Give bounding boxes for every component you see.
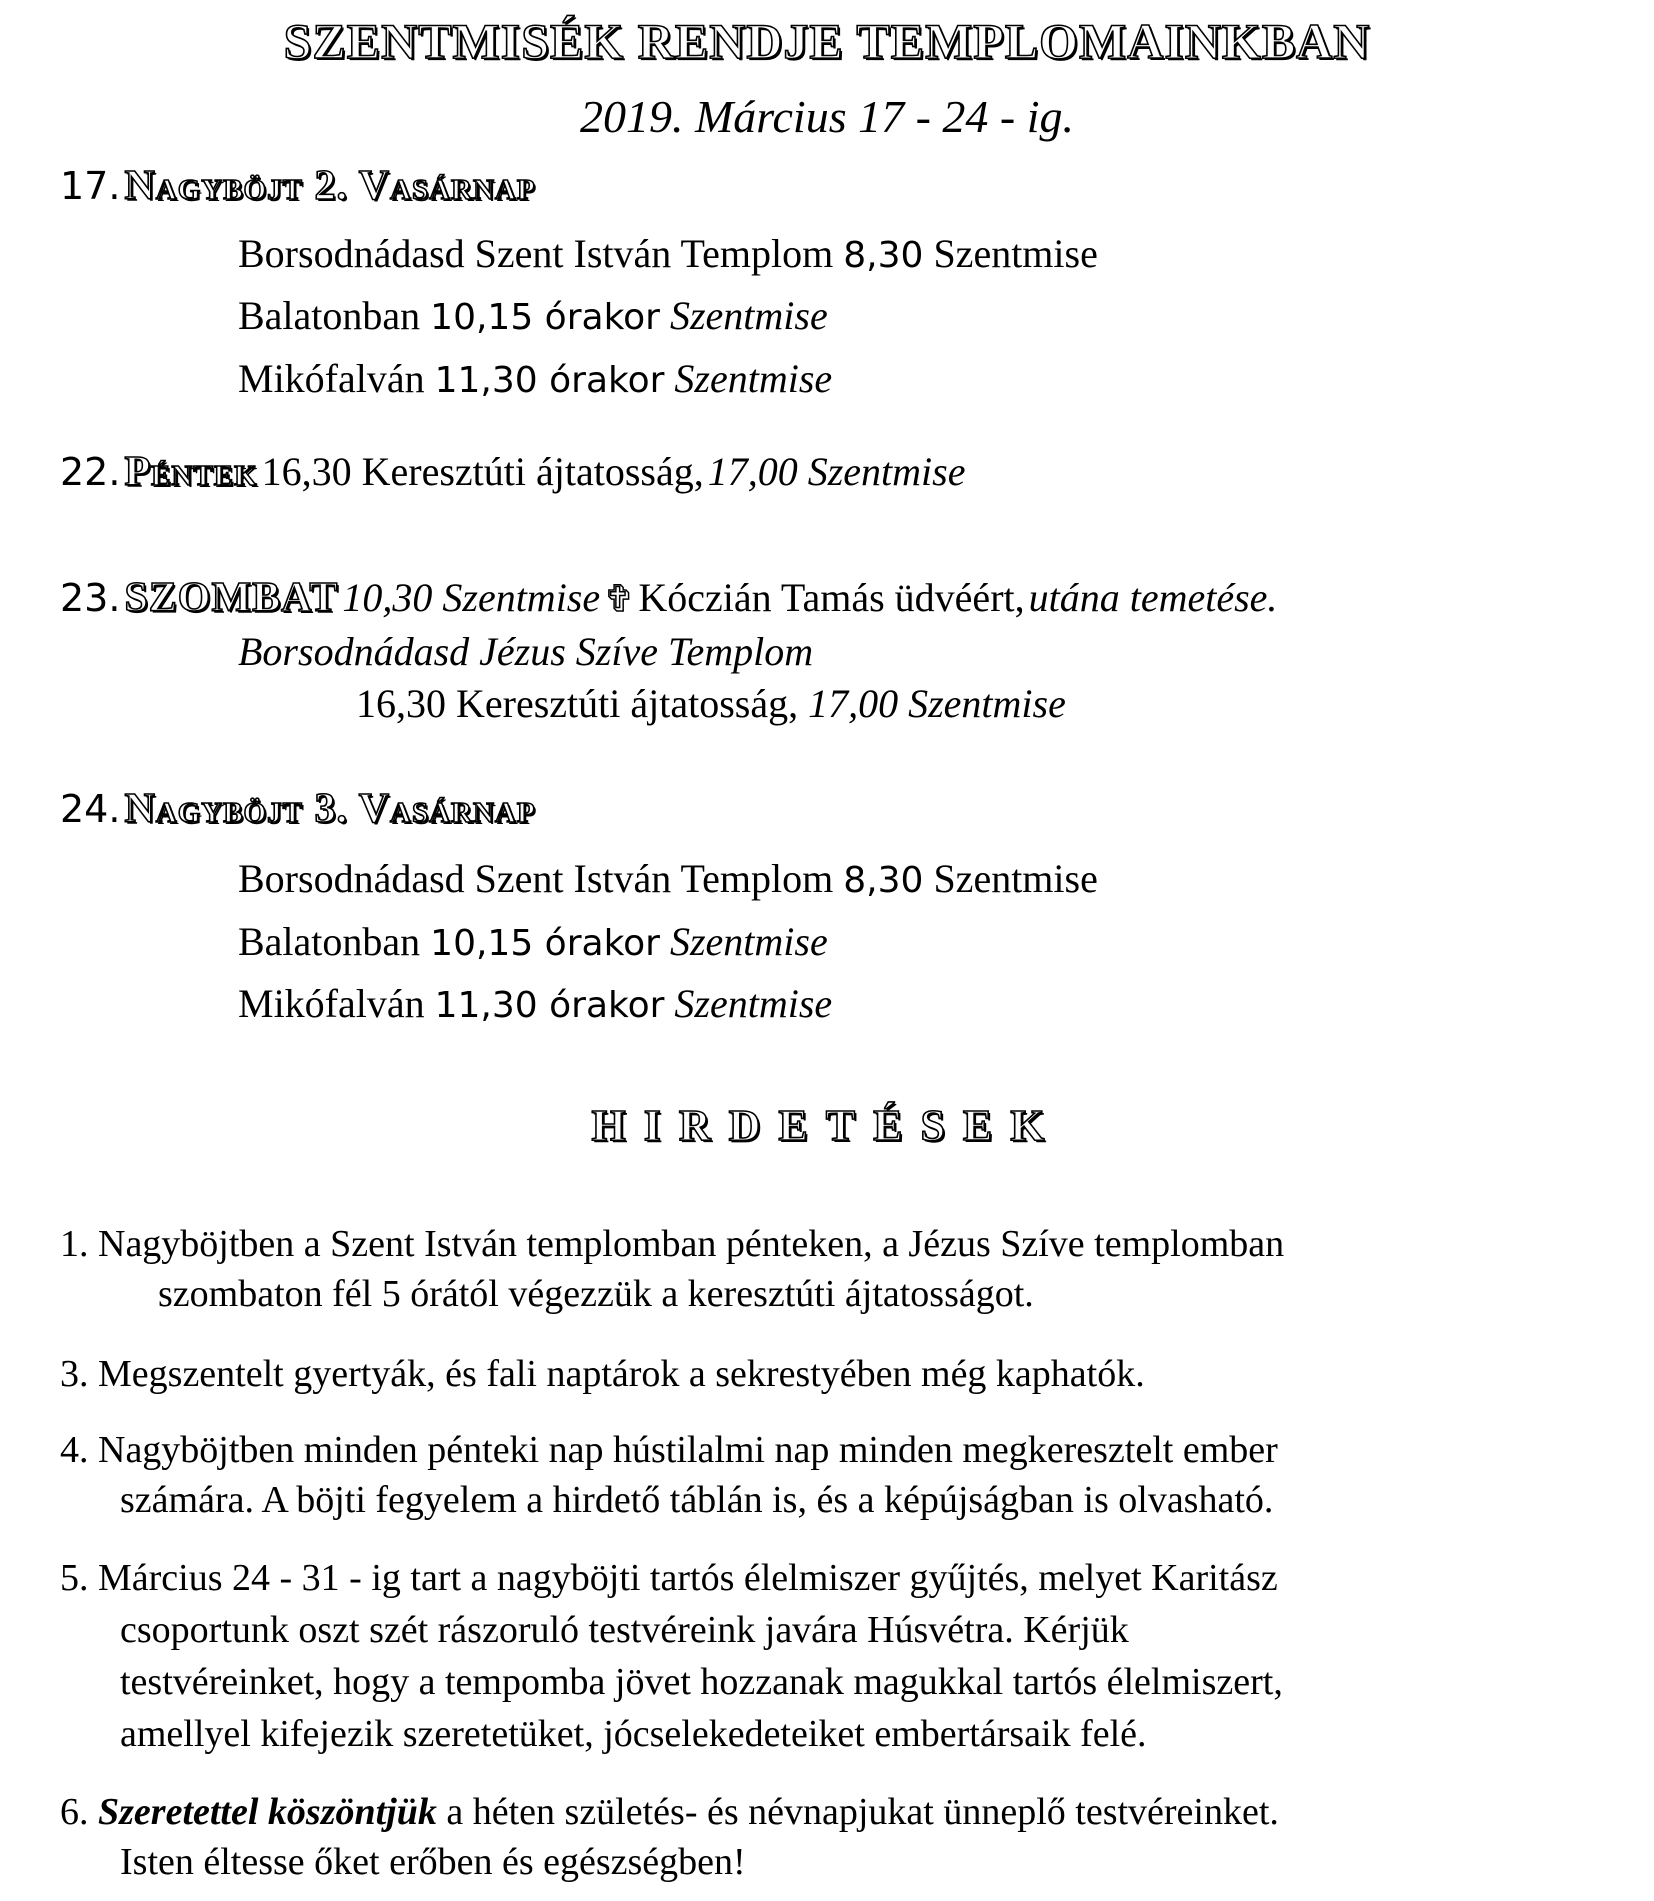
evening-text: 16,30 Keresztúti ájtatosság,: [356, 681, 799, 726]
mass-time: 10,15 órakor: [430, 297, 660, 338]
announcement-item-4: [60, 1428, 1278, 1472]
mass-intention: Kóczián Tamás üdvéért,: [638, 575, 1025, 620]
announcement-item-1-cont: szombaton fél 5 órától végezzük a keresztúti ájtatosságot.: [158, 1273, 1034, 1315]
mass-place: Mikófalván: [238, 981, 425, 1026]
mass-intention-italic: utána temetése.: [1028, 575, 1278, 620]
mass-label: Szentmise: [669, 919, 828, 964]
mass-place: Borsodnádasd Szent István Templom: [238, 856, 834, 901]
item-text: a héten születés- és névnapjukat ünneplő testvéreinket.: [446, 1791, 1279, 1833]
mass-time-italic: 10,30 Szentmise: [342, 575, 601, 620]
announcement-item-6: [60, 1790, 1279, 1834]
mass-time: 10,15 órakor: [430, 923, 660, 964]
announcement-item-1: [60, 1222, 1284, 1266]
item-number: 4.: [60, 1429, 89, 1471]
mass-entry: [238, 855, 1098, 902]
page-subtitle-date-range: 2019. Március 17 - 24 - ig.: [579, 91, 1075, 142]
item-number: 6.: [60, 1791, 89, 1833]
mass-place: Mikófalván: [238, 356, 425, 401]
day-name: Nagyböjt 2. Vasárnap: [124, 163, 536, 209]
item-text: Március 24 - 31 - ig tart a nagyböjti tartós élelmiszer gyűjtés, melyet Karitász: [98, 1557, 1278, 1599]
item-emphasis: Szeretettel köszöntjük: [98, 1791, 437, 1833]
announcement-item-5: [60, 1556, 1278, 1600]
item-text: Nagyböjtben minden pénteki nap hústilalmi nap minden megkeresztelt ember: [98, 1429, 1278, 1471]
evening-italic: 17,00 Szentmise: [808, 681, 1066, 726]
day-heading-23: [60, 574, 1277, 622]
mass-place: Balatonban: [238, 919, 421, 964]
mass-time: 8,30: [843, 235, 924, 276]
mass-label: Szentmise: [674, 981, 833, 1026]
announcement-item-3: [60, 1352, 1145, 1396]
mass-place: Borsodnádasd Szent István Templom: [238, 231, 834, 276]
mass-entry: [238, 292, 828, 339]
mass-label: Szentmise: [933, 856, 1098, 901]
day-name: Nagyböjt 3. Vasárnap: [124, 786, 536, 832]
item-number: 3.: [60, 1353, 89, 1395]
item-text: Megszentelt gyertyák, és fali naptárok a sekrestyében még kaphatók.: [98, 1353, 1145, 1395]
day-inline-text: 16,30 Keresztúti ájtatosság,: [261, 449, 704, 494]
mass-label: Szentmise: [669, 293, 828, 338]
announcement-item-6-cont: Isten éltesse őket erőben és egészségben!: [120, 1841, 746, 1883]
church-name: Borsodnádasd Jézus Szíve Templom: [238, 629, 814, 674]
day-heading-17: [60, 162, 536, 210]
mass-label: Szentmise: [674, 356, 833, 401]
mass-time: 8,30: [843, 860, 924, 901]
day-number: 17.: [60, 164, 121, 208]
item-number: 5.: [60, 1557, 89, 1599]
day-heading-22: [60, 448, 966, 496]
mass-label: Szentmise: [933, 231, 1098, 276]
mass-entry: [238, 230, 1098, 277]
evening-service: [356, 680, 1066, 727]
announcement-item-5-cont: testvéreinket, hogy a tempomba jövet hozzanak magukkal tartós élelmiszert,: [120, 1661, 1283, 1703]
day-heading-24: [60, 785, 536, 833]
page-title: SZENTMISÉK RENDJE TEMPLOMAINKBAN: [283, 13, 1371, 69]
announcement-item-4-cont: számára. A böjti fegyelem a hirdető táblán is, és a képújságban is olvasható.: [120, 1479, 1274, 1521]
mass-entry: [238, 355, 832, 402]
day-number: 22.: [60, 450, 121, 494]
mass-time: 11,30 órakor: [434, 360, 665, 401]
mass-entry: [238, 918, 828, 965]
cross-icon: ✞: [604, 579, 635, 620]
day-number: 23.: [60, 576, 121, 620]
day-inline-italic: 17,00 Szentmise: [707, 449, 966, 494]
mass-place: Balatonban: [238, 293, 421, 338]
mass-time: 11,30 órakor: [434, 985, 665, 1026]
item-text: Nagyböjtben a Szent István templomban pénteken, a Jézus Szíve templomban: [98, 1223, 1285, 1265]
announcement-item-5-cont: amellyel kifejezik szeretetüket, jócselekedeteiket embertársaik felé.: [120, 1713, 1147, 1755]
day-name: SZOMBAT: [124, 575, 339, 621]
day-number: 24.: [60, 787, 121, 831]
mass-entry: [238, 980, 832, 1027]
announcements-heading: HIRDETÉSEK: [591, 1101, 1063, 1150]
announcement-item-5-cont: csoportunk oszt szét rászoruló testvéreink javára Húsvétra. Kérjük: [120, 1609, 1129, 1651]
item-number: 1.: [60, 1223, 89, 1265]
day-name: Péntek: [124, 449, 258, 495]
